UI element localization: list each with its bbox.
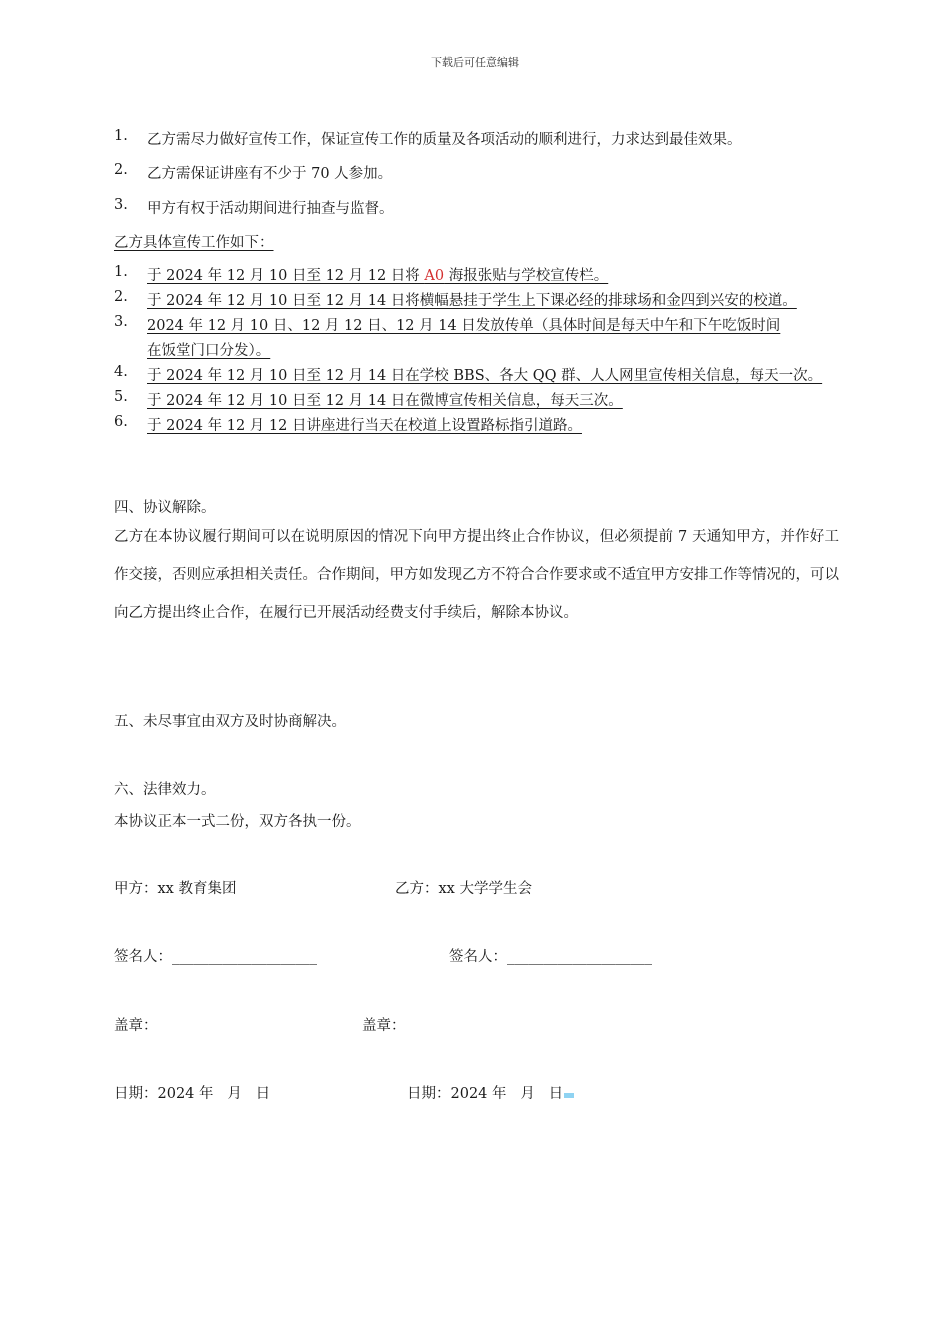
section-6-title: 六、法律效力。 bbox=[114, 782, 216, 798]
publicity-heading: 乙方具体宣传工作如下： bbox=[114, 235, 274, 251]
section-6-body: 本协议正本一式二份，双方各执一份。 bbox=[114, 814, 361, 830]
publicity-item-number: 3. bbox=[114, 314, 128, 330]
obligation-number: 3. bbox=[114, 197, 128, 213]
publicity-item-number: 5. bbox=[114, 389, 128, 405]
publicity-item-number: 4. bbox=[114, 364, 128, 380]
publicity-item-text-part: 海报张贴与学校宣传栏。 bbox=[444, 268, 609, 284]
party-a-signature: 签名人：____________________ bbox=[114, 949, 317, 965]
obligation-text: 乙方需尽力做好宣传工作，保证宣传工作的质量及各项活动的顺利进行，力求达到最佳效果。 bbox=[147, 132, 742, 148]
party-b-name: 乙方：xx 大学学生会 bbox=[395, 881, 532, 897]
page-header: 下载后可任意编辑 bbox=[431, 56, 519, 69]
publicity-item-text: 于 2024 年 12 月 12 日讲座进行当天在校道上设置路标指引道路。 bbox=[147, 418, 582, 434]
publicity-item-text-part: 于 2024 年 12 月 10 日至 12 月 12 日将 bbox=[147, 268, 425, 284]
party-b-date-text: 日期：2024 年 月 日 bbox=[407, 1086, 564, 1102]
publicity-item-number: 1. bbox=[114, 264, 128, 280]
publicity-item-text-continued: 在饭堂门口分发）。 bbox=[147, 343, 271, 359]
text-cursor-marker bbox=[564, 1093, 574, 1098]
obligation-text: 甲方有权于活动期间进行抽查与监督。 bbox=[147, 201, 394, 217]
section-5-title: 五、未尽事宜由双方及时协商解决。 bbox=[114, 714, 346, 730]
party-b-seal: 盖章： bbox=[362, 1018, 406, 1034]
obligation-number: 2. bbox=[114, 162, 128, 178]
poster-size-highlight: A0 bbox=[424, 268, 445, 284]
publicity-item-number: 6. bbox=[114, 414, 128, 430]
publicity-item-text bbox=[147, 264, 608, 285]
party-a-seal: 盖章： bbox=[114, 1018, 158, 1034]
party-a-name: 甲方：xx 教育集团 bbox=[114, 881, 237, 897]
party-b-date bbox=[407, 1082, 574, 1103]
publicity-item-text: 于 2024 年 12 月 10 日至 12 月 14 日在微博宣传相关信息，每天三次。 bbox=[147, 393, 623, 409]
obligation-number: 1. bbox=[114, 128, 128, 144]
publicity-item-text: 于 2024 年 12 月 10 日至 12 月 14 日将横幅悬挂于学生上下课必经的排球场和金四到兴安的校道。 bbox=[147, 293, 797, 309]
section-4-title: 四、协议解除。 bbox=[114, 500, 216, 516]
publicity-item-number: 2. bbox=[114, 289, 128, 305]
publicity-item-text: 于 2024 年 12 月 10 日至 12 月 14 日在学校 BBS、各大 QQ 群、人人网里宣传相关信息，每天一次。 bbox=[147, 368, 823, 384]
obligation-text: 乙方需保证讲座有不少于 70 人参加。 bbox=[147, 166, 393, 182]
party-b-signature: 签名人：____________________ bbox=[449, 949, 652, 965]
publicity-item-text: 2024 年 12 月 10 日、12 月 12 日、12 月 14 日发放传单（具体时间是每天中午和下午吃饭时间 bbox=[147, 318, 781, 334]
party-a-date: 日期：2024 年 月 日 bbox=[114, 1086, 271, 1102]
section-4-body: 乙方在本协议履行期间可以在说明原因的情况下向甲方提出终止合作协议，但必须提前 7 天通知甲方，并作好工作交接，否则应承担相关责任。合作期间，甲方如发现乙方不符合合作要求或不适宜甲方安排工作等情况的，可以向乙方提出终止合作，在履行已开展活动经费支付手续后，解除本协议。 bbox=[114, 529, 839, 621]
